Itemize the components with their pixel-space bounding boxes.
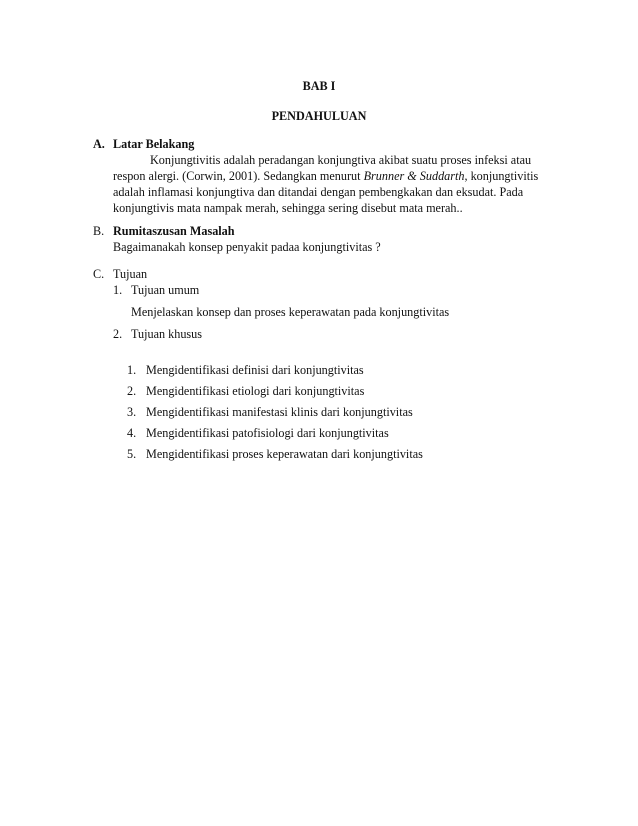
- section-b-letter: B.: [93, 224, 105, 238]
- list-text: Mengidentifikasi manifestasi klinis dari konjungtivitas: [146, 405, 413, 419]
- section-a-letter: A.: [93, 137, 105, 151]
- paragraph-text: respon alergi. (Corwin, 2001). Sedangkan menurut: [113, 169, 364, 183]
- list-number: 4.: [127, 426, 137, 440]
- paragraph-line: adalah inflamasi konjungtiva dan ditandai dengan pembengkakan dan eksudat. Pada: [113, 185, 524, 199]
- general-objective-label: Tujuan umum: [131, 283, 200, 297]
- list-number: 1.: [127, 363, 137, 377]
- section-c-letter: C.: [93, 267, 105, 281]
- list-number: 5.: [127, 447, 137, 461]
- list-number: 2.: [127, 384, 137, 398]
- list-text: Mengidentifikasi patofisiologi dari konjungtivitas: [146, 426, 389, 440]
- general-objective-heading: [113, 282, 199, 298]
- specific-objective-heading: [113, 326, 202, 342]
- list-text: Mengidentifikasi proses keperawatan dari konjungtivitas: [146, 447, 423, 461]
- paragraph-line: Konjungtivitis adalah peradangan konjungtiva akibat suatu proses infeksi atau: [150, 153, 532, 167]
- list-number: 3.: [127, 405, 137, 419]
- general-objective-text: Menjelaskan konsep dan proses keperawatan pada konjungtivitas: [131, 305, 450, 319]
- list-item: [127, 446, 423, 462]
- section-a-paragraph: [113, 152, 553, 216]
- section-a-heading: [93, 136, 194, 152]
- list-text: Mengidentifikasi etiologi dari konjungtivitas: [146, 384, 365, 398]
- section-c-heading: [93, 266, 147, 282]
- section-b-title: Rumitaszusan Masalah: [113, 224, 235, 238]
- chapter-label: BAB I: [302, 79, 336, 93]
- citation-authors: Brunner & Suddarth: [363, 169, 465, 183]
- list-item: [127, 383, 364, 399]
- paragraph-line: konjungtivis mata nampak merah, sehingga sering disebut mata merah..: [113, 201, 463, 215]
- section-c-title: Tujuan: [113, 267, 148, 281]
- chapter-title: PENDAHULUAN: [271, 109, 367, 123]
- list-item: [127, 425, 389, 441]
- specific-objective-label: Tujuan khusus: [131, 327, 203, 341]
- list-number: 1.: [113, 283, 123, 297]
- paragraph-text: , konjungtivitis: [464, 169, 539, 183]
- list-item: [127, 362, 364, 378]
- section-a-title: Latar Belakang: [113, 137, 195, 151]
- paragraph-line: [113, 168, 553, 184]
- list-text: Mengidentifikasi definisi dari konjungtivitas: [146, 363, 364, 377]
- section-b-heading: [93, 223, 235, 239]
- list-number: 2.: [113, 327, 123, 341]
- list-item: [127, 404, 413, 420]
- section-b-text: Bagaimanakah konsep penyakit padaa konjungtivitas ?: [113, 240, 381, 254]
